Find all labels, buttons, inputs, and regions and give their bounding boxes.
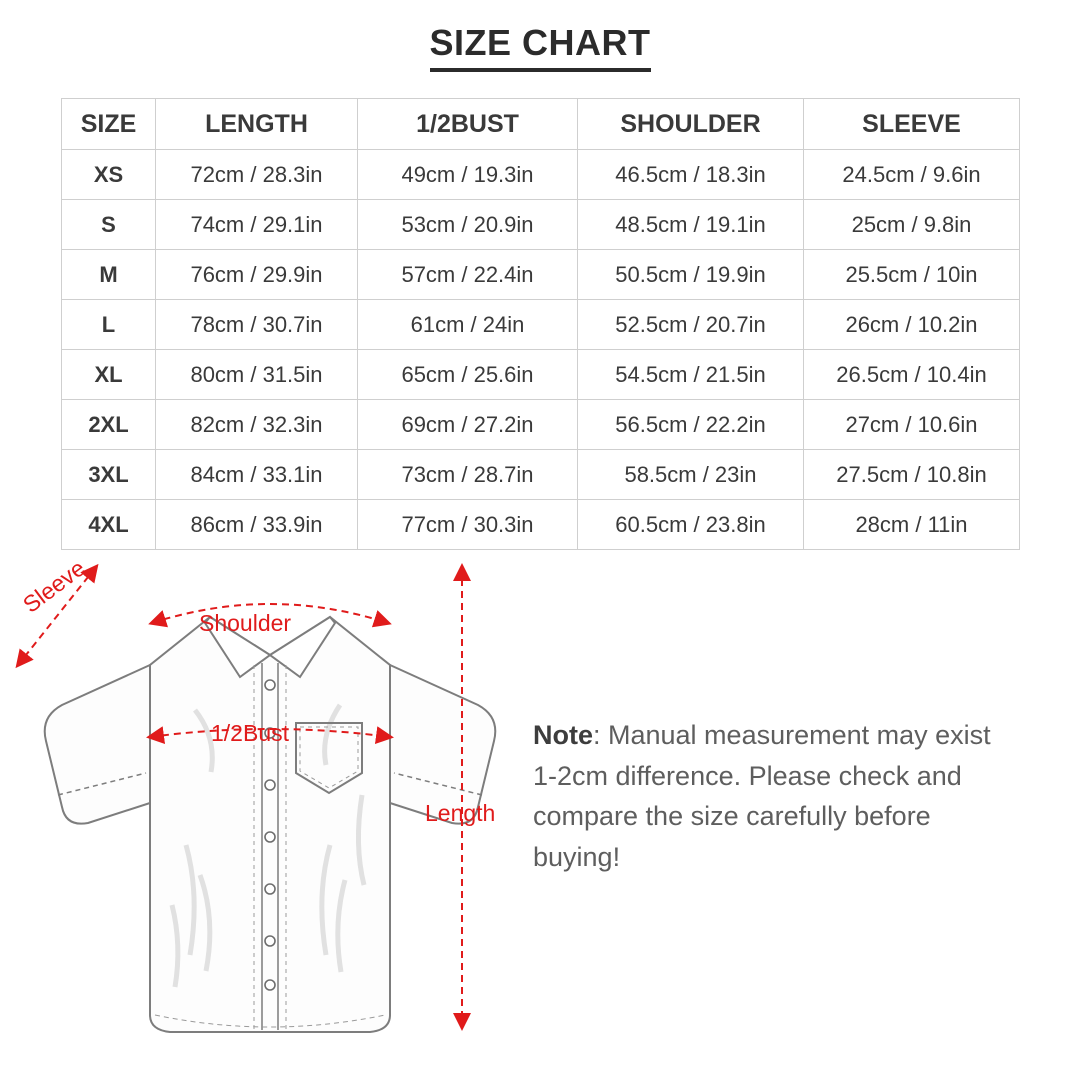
cell-size: 3XL xyxy=(62,450,156,500)
note-text: : Manual measurement may exist 1-2cm difference. Please check and compare the size carefully before buying! xyxy=(533,720,991,872)
table-row xyxy=(62,300,1020,350)
cell-length: 76cm / 29.9in xyxy=(156,250,358,300)
label-shoulder: Shoulder xyxy=(199,610,292,636)
cell-sleeve: 27.5cm / 10.8in xyxy=(804,450,1020,500)
size-chart-table xyxy=(61,98,1020,550)
table-row xyxy=(62,350,1020,400)
table-row xyxy=(62,450,1020,500)
cell-half-bust: 61cm / 24in xyxy=(358,300,578,350)
cell-shoulder: 48.5cm / 19.1in xyxy=(578,200,804,250)
column-header-sleeve: SLEEVE xyxy=(804,99,1020,150)
table-row xyxy=(62,150,1020,200)
measurement-note xyxy=(533,715,1020,877)
cell-shoulder: 52.5cm / 20.7in xyxy=(578,300,804,350)
page-title xyxy=(0,22,1080,72)
cell-half-bust: 53cm / 20.9in xyxy=(358,200,578,250)
cell-length: 84cm / 33.1in xyxy=(156,450,358,500)
column-header-half-bust: 1/2BUST xyxy=(358,99,578,150)
cell-length: 72cm / 28.3in xyxy=(156,150,358,200)
label-half-bust: 1/2Bust xyxy=(211,720,289,746)
cell-shoulder: 46.5cm / 18.3in xyxy=(578,150,804,200)
cell-sleeve: 24.5cm / 9.6in xyxy=(804,150,1020,200)
cell-size: 4XL xyxy=(62,500,156,550)
note-prefix: Note xyxy=(533,720,593,750)
cell-shoulder: 58.5cm / 23in xyxy=(578,450,804,500)
cell-size: S xyxy=(62,200,156,250)
cell-sleeve: 26cm / 10.2in xyxy=(804,300,1020,350)
column-header-shoulder: SHOULDER xyxy=(578,99,804,150)
cell-sleeve: 25cm / 9.8in xyxy=(804,200,1020,250)
cell-length: 80cm / 31.5in xyxy=(156,350,358,400)
cell-sleeve: 27cm / 10.6in xyxy=(804,400,1020,450)
cell-half-bust: 69cm / 27.2in xyxy=(358,400,578,450)
cell-sleeve: 26.5cm / 10.4in xyxy=(804,350,1020,400)
cell-shoulder: 50.5cm / 19.9in xyxy=(578,250,804,300)
table-row xyxy=(62,400,1020,450)
cell-shoulder: 54.5cm / 21.5in xyxy=(578,350,804,400)
cell-size: XL xyxy=(62,350,156,400)
cell-half-bust: 65cm / 25.6in xyxy=(358,350,578,400)
cell-half-bust: 57cm / 22.4in xyxy=(358,250,578,300)
table-row xyxy=(62,500,1020,550)
label-sleeve: Sleeve xyxy=(18,554,90,618)
label-length: Length xyxy=(425,800,496,826)
cell-size: M xyxy=(62,250,156,300)
cell-shoulder: 60.5cm / 23.8in xyxy=(578,500,804,550)
cell-size: 2XL xyxy=(62,400,156,450)
table-row xyxy=(62,250,1020,300)
table-row xyxy=(62,200,1020,250)
cell-half-bust: 73cm / 28.7in xyxy=(358,450,578,500)
cell-size: L xyxy=(62,300,156,350)
table-header-row xyxy=(62,99,1020,150)
cell-length: 78cm / 30.7in xyxy=(156,300,358,350)
cell-size: XS xyxy=(62,150,156,200)
cell-sleeve: 25.5cm / 10in xyxy=(804,250,1020,300)
cell-sleeve: 28cm / 11in xyxy=(804,500,1020,550)
column-header-length: LENGTH xyxy=(156,99,358,150)
page-title-text: SIZE CHART xyxy=(430,22,651,72)
cell-length: 82cm / 32.3in xyxy=(156,400,358,450)
cell-length: 74cm / 29.1in xyxy=(156,200,358,250)
cell-half-bust: 49cm / 19.3in xyxy=(358,150,578,200)
cell-length: 86cm / 33.9in xyxy=(156,500,358,550)
cell-shoulder: 56.5cm / 22.2in xyxy=(578,400,804,450)
cell-half-bust: 77cm / 30.3in xyxy=(358,500,578,550)
column-header-size: SIZE xyxy=(62,99,156,150)
